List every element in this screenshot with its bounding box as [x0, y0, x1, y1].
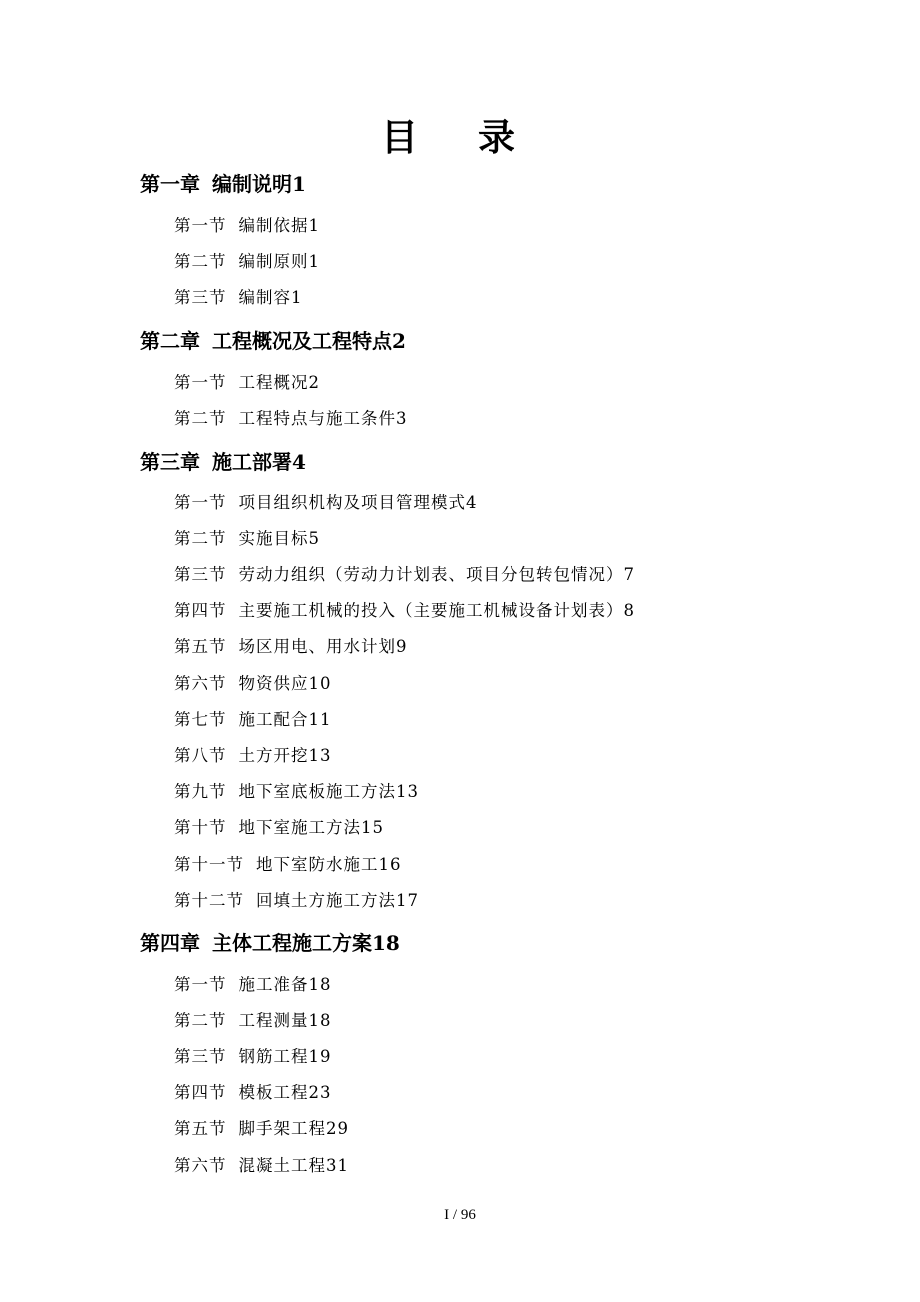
chapter-page: 4 — [292, 450, 306, 474]
section-number: 第一节 — [174, 975, 227, 994]
section-number: 第三节 — [174, 565, 227, 584]
toc-section[interactable] — [174, 371, 320, 395]
chapter-title: 工程概况及工程特点 — [212, 329, 392, 353]
section-number: 第十节 — [174, 818, 227, 837]
section-number: 第七节 — [174, 710, 227, 729]
section-page: 5 — [308, 529, 320, 548]
toc-section[interactable] — [174, 708, 332, 732]
section-number: 第九节 — [174, 782, 227, 801]
section-number: 第五节 — [174, 1119, 227, 1138]
toc-section[interactable] — [174, 1154, 349, 1178]
section-page: 1 — [291, 288, 303, 307]
section-page: 8 — [623, 601, 635, 620]
section-title: 编制原则 — [238, 252, 309, 271]
section-title: 地下室底板施工方法 — [238, 782, 396, 801]
toc-section[interactable] — [174, 816, 384, 840]
section-title: 回填土方施工方法 — [256, 891, 396, 910]
section-page: 2 — [308, 373, 320, 392]
section-title: 实施目标 — [238, 529, 309, 548]
section-title: 物资供应 — [238, 674, 309, 693]
section-page: 19 — [308, 1047, 332, 1066]
section-number: 第二节 — [174, 529, 227, 548]
section-number: 第六节 — [174, 1156, 227, 1175]
section-page: 10 — [308, 674, 332, 693]
section-page: 15 — [361, 818, 384, 837]
toc-section[interactable] — [174, 214, 320, 238]
toc-section[interactable] — [174, 780, 419, 804]
toc-chapter-4[interactable] — [140, 928, 400, 958]
section-title: 模板工程 — [238, 1083, 309, 1102]
section-page: 23 — [308, 1083, 332, 1102]
section-number: 第二节 — [174, 252, 227, 271]
toc-section[interactable] — [174, 286, 303, 310]
section-title: 工程特点与施工条件 — [238, 409, 396, 428]
section-number: 第三节 — [174, 288, 227, 307]
section-number: 第一节 — [174, 216, 227, 235]
section-title: 脚手架工程 — [238, 1119, 326, 1138]
toc-section[interactable] — [174, 1045, 332, 1069]
section-number: 第二节 — [174, 1011, 227, 1030]
section-page: 1 — [308, 252, 320, 271]
section-page: 11 — [308, 710, 332, 729]
toc-section[interactable] — [174, 744, 332, 768]
toc-section[interactable] — [174, 889, 419, 913]
section-title: 施工准备 — [238, 975, 309, 994]
section-page: 16 — [378, 855, 402, 874]
section-page: 18 — [308, 1011, 332, 1030]
section-title: 项目组织机构及项目管理模式 — [238, 493, 466, 512]
section-title: 工程测量 — [238, 1011, 309, 1030]
chapter-title: 施工部署 — [212, 450, 292, 474]
chapter-title: 主体工程施工方案 — [212, 931, 372, 955]
page-indicator: I / 96 — [444, 1207, 476, 1223]
section-page: 31 — [326, 1156, 349, 1175]
toc-section[interactable] — [174, 407, 408, 431]
chapter-number: 第四章 — [140, 931, 200, 955]
toc-section[interactable] — [174, 250, 320, 274]
section-title: 编制依据 — [238, 216, 309, 235]
section-title: 混凝土工程 — [238, 1156, 326, 1175]
toc-chapter-3[interactable] — [140, 447, 306, 477]
section-page: 13 — [396, 782, 419, 801]
section-title: 钢筋工程 — [238, 1047, 309, 1066]
section-number: 第十一节 — [174, 855, 244, 874]
section-number: 第五节 — [174, 637, 227, 656]
section-number: 第六节 — [174, 674, 227, 693]
toc-section[interactable] — [174, 973, 332, 997]
toc-section[interactable] — [174, 1117, 349, 1141]
section-title: 土方开挖 — [238, 746, 309, 765]
section-page: 29 — [326, 1119, 349, 1138]
section-number: 第一节 — [174, 373, 227, 392]
toc-section[interactable] — [174, 563, 635, 587]
section-number: 第一节 — [174, 493, 227, 512]
chapter-page: 2 — [392, 329, 406, 353]
section-page: 13 — [308, 746, 332, 765]
section-title: 编制容 — [238, 288, 291, 307]
section-page: 4 — [466, 493, 478, 512]
toc-title: 目录 — [381, 115, 575, 159]
toc-section[interactable] — [174, 635, 408, 659]
toc-section[interactable] — [174, 672, 332, 696]
section-number: 第四节 — [174, 601, 227, 620]
toc-section[interactable] — [174, 527, 320, 551]
section-page: 17 — [396, 891, 419, 910]
section-number: 第三节 — [174, 1047, 227, 1066]
section-page: 3 — [396, 409, 408, 428]
section-title: 主要施工机械的投入（主要施工机械设备计划表） — [238, 601, 624, 620]
section-page: 1 — [308, 216, 320, 235]
section-title: 场区用电、用水计划 — [238, 637, 396, 656]
chapter-page: 18 — [372, 931, 400, 955]
section-title: 地下室施工方法 — [238, 818, 361, 837]
toc-section[interactable] — [174, 853, 402, 877]
chapter-number: 第二章 — [140, 329, 200, 353]
toc-chapter-1[interactable] — [140, 169, 306, 199]
toc-section[interactable] — [174, 599, 635, 623]
section-title: 劳动力组织（劳动力计划表、项目分包转包情况） — [238, 565, 624, 584]
section-page: 9 — [396, 637, 408, 656]
chapter-number: 第三章 — [140, 450, 200, 474]
chapter-title: 编制说明 — [212, 172, 292, 196]
toc-section[interactable] — [174, 491, 478, 515]
toc-chapter-2[interactable] — [140, 326, 406, 356]
toc-section[interactable] — [174, 1081, 332, 1105]
section-number: 第十二节 — [174, 891, 244, 910]
section-number: 第四节 — [174, 1083, 227, 1102]
section-page: 7 — [623, 565, 635, 584]
section-title: 工程概况 — [238, 373, 309, 392]
section-page: 18 — [308, 975, 332, 994]
chapter-page: 1 — [292, 172, 306, 196]
section-number: 第二节 — [174, 409, 227, 428]
section-title: 地下室防水施工 — [256, 855, 379, 874]
toc-section[interactable] — [174, 1009, 332, 1033]
section-number: 第八节 — [174, 746, 227, 765]
chapter-number: 第一章 — [140, 172, 200, 196]
section-title: 施工配合 — [238, 710, 309, 729]
